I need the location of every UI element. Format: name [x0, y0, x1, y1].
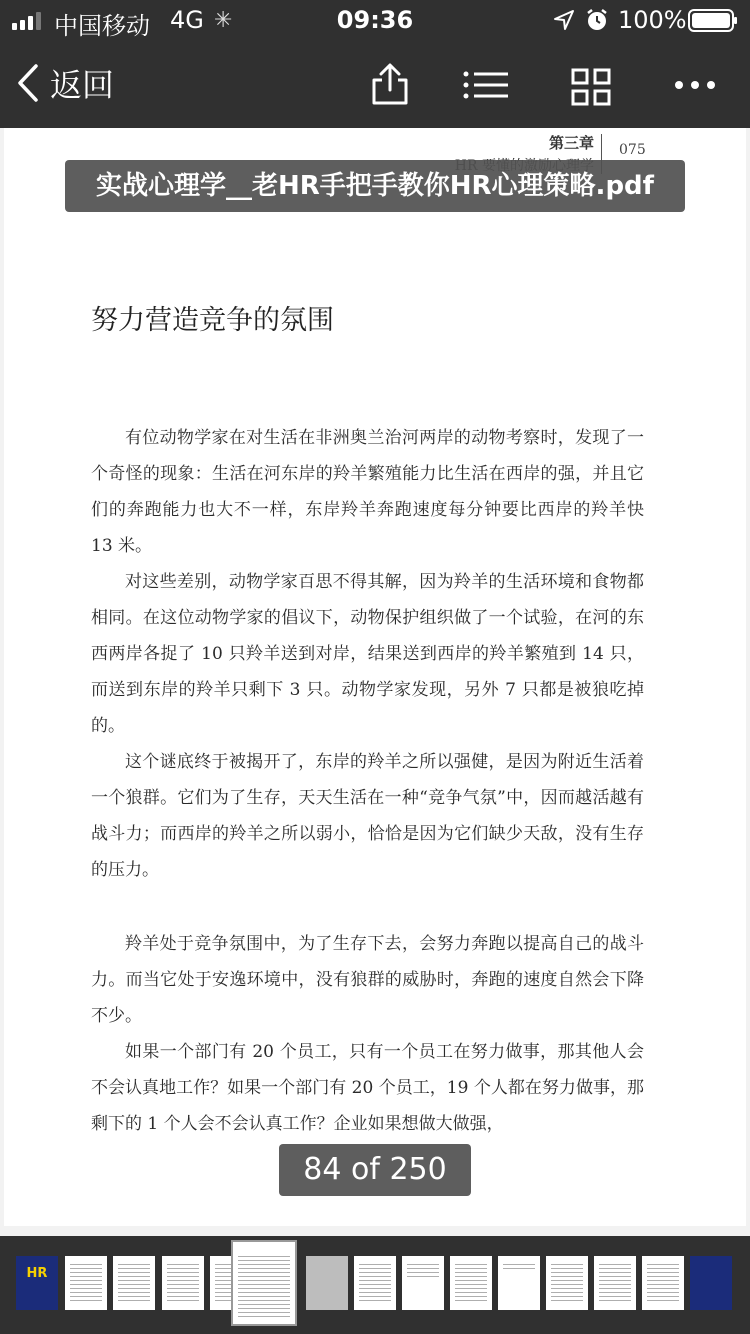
navigation-bar — [0, 40, 750, 128]
grid-view-icon[interactable] — [571, 68, 611, 106]
section-title: 努力营造竞争的氛围 — [91, 305, 334, 336]
more-options-icon[interactable] — [674, 80, 716, 90]
thumbnail-current-page[interactable] — [233, 1242, 295, 1324]
thumbnail-page[interactable] — [113, 1256, 155, 1310]
thumbnail-page[interactable] — [65, 1256, 107, 1310]
paragraph: 这个谜底终于被揭开了，东岸的羚羊之所以强健，是因为附近生活着一个狼群。它们为了生存，天天生活在一种“竞争气氛”中，因而越活越有战斗力；而西岸的羚羊之所以弱小，恰恰是因为它们缺少天敌，没有生存的压力。 — [91, 752, 644, 880]
thumbnail-cover[interactable] — [16, 1256, 58, 1310]
paragraph: 羚羊处于竞争氛围中，为了生存下去，会努力奔跑以提高自己的战斗力。而当它处于安逸环境中，没有狼群的威胁时，奔跑的速度自然会下降不少。 — [91, 934, 644, 1026]
thumbnail-page[interactable] — [546, 1256, 588, 1310]
document-page[interactable] — [4, 128, 746, 1226]
loading-spinner-icon: ✳ — [214, 8, 233, 33]
file-title-overlay: 实战心理学__老HR手把手教你HR心理策略.pdf — [65, 160, 685, 212]
status-bar — [0, 0, 750, 40]
thumbnail-page[interactable] — [306, 1256, 348, 1310]
printed-page-number: 075 — [619, 142, 646, 158]
paragraph: 有位动物学家在对生活在非洲奥兰治河两岸的动物考察时，发现了一个奇怪的现象：生活在河东岸的羚羊繁殖能力比生活在西岸的强，并且它们的奔跑能力也大不一样，东岸羚羊奔跑速度每分钟要比西岸的羚羊快 13 米。 — [91, 428, 644, 556]
cover-logo: HR — [26, 1266, 48, 1281]
paragraph: 对这些差别，动物学家百思不得其解，因为羚羊的生活环境和食物都相同。在这位动物学家的倡议下，动物保护组织做了一个试验，在河的东西两岸各捉了 10 只羚羊送到对岸，结果送到西岸的羚羊繁殖到 14 只，而送到东岸的羚羊只剩下 3 只。动物学家发现，另外 7 只都是被狼吃掉的。 — [91, 572, 644, 736]
list-icon[interactable] — [462, 70, 510, 100]
back-button[interactable] — [16, 60, 114, 106]
page-counter: 84 of 250 — [279, 1144, 471, 1196]
network-type: 4G — [170, 6, 204, 34]
thumbnail-back-cover[interactable] — [690, 1256, 732, 1310]
chevron-left-icon — [16, 63, 40, 103]
status-time: 09:36 — [336, 6, 414, 34]
thumbnail-page[interactable] — [162, 1256, 204, 1310]
thumbnail-page[interactable] — [450, 1256, 492, 1310]
thumbnail-strip[interactable] — [0, 1236, 750, 1334]
body-text-block-1 — [91, 420, 644, 888]
thumbnail-page[interactable] — [642, 1256, 684, 1310]
thumbnail-page[interactable] — [402, 1256, 444, 1310]
back-label: 返回 — [50, 66, 115, 104]
battery-icon — [688, 9, 738, 32]
paragraph: 如果一个部门有 20 个员工，只有一个员工在努力做事，那其他人会不会认真地工作？如果一个部门有 20 个员工，19 个人都在努力做事，那剩下的 1 个人会不会认真工作？企业如果想做大做强， — [91, 1042, 644, 1134]
thumbnail-page[interactable] — [354, 1256, 396, 1310]
share-icon[interactable] — [370, 62, 410, 106]
location-arrow-icon — [553, 9, 575, 31]
alarm-clock-icon — [585, 8, 609, 32]
body-text-block-2 — [91, 926, 644, 1142]
running-head-chapter: 第三章 — [548, 134, 594, 152]
thumbnail-page[interactable] — [594, 1256, 636, 1310]
battery-percent: 100% — [618, 6, 687, 34]
carrier-name: 中国移动 — [54, 12, 150, 40]
thumbnail-page[interactable] — [498, 1256, 540, 1310]
